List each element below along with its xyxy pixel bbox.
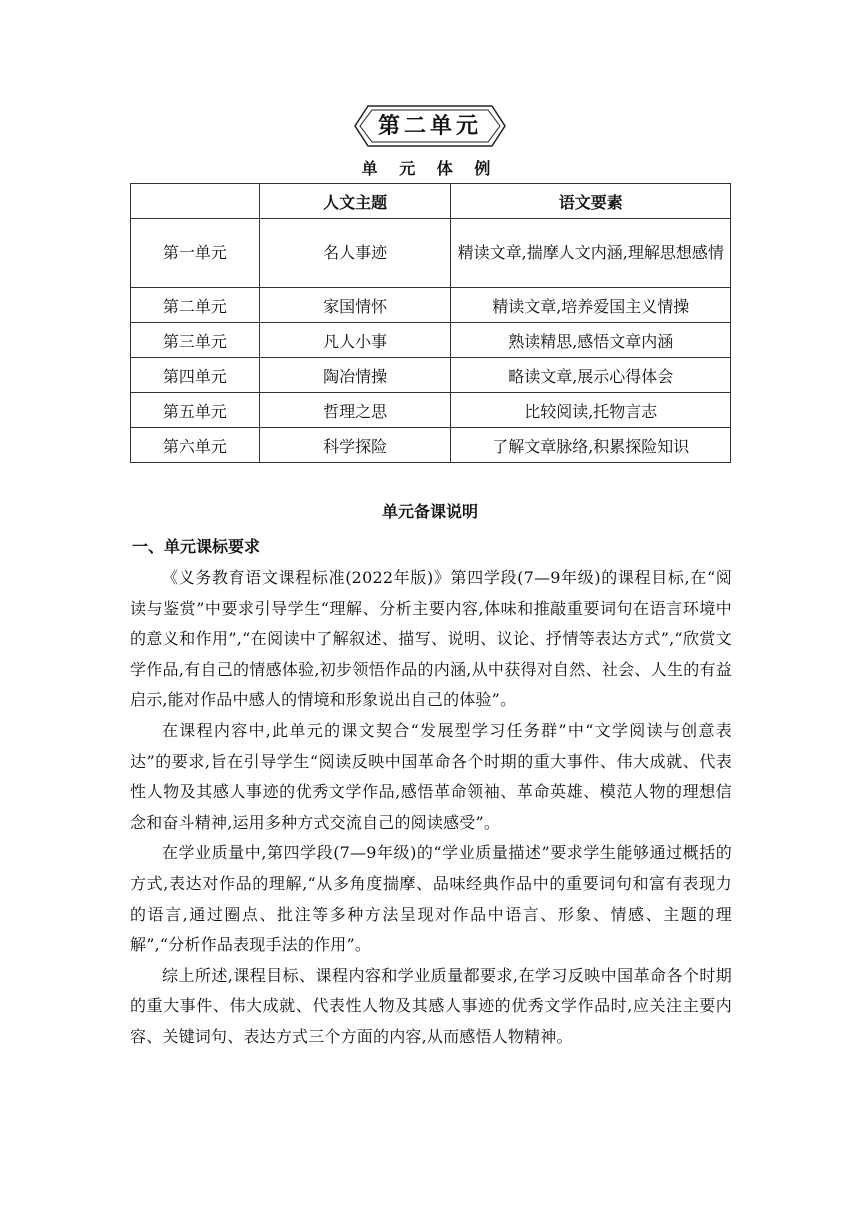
theme-cell: 陶冶情操 (259, 358, 451, 393)
unit-cell: 第二单元 (131, 288, 260, 323)
paragraph: 在学业质量中,第四学段(7—9年级)的“学业质量描述”要求学生能够通过概括的方式,表达对作品的理解,“从多角度揣摩、品味经典作品中的重要词句和富有表现力的语言,通过圈点、批注等多种方法呈现对作品中语言、形象、情感、主题的理解”,“分析作品表现手法的作用”。 (130, 843, 732, 955)
elements-cell: 熟读精思,感悟文章内涵 (451, 323, 731, 358)
header-cell-theme: 人文主题 (259, 184, 451, 219)
section-title: 单元备课说明 (381, 502, 478, 521)
heading-curriculum-requirements: 一、单元课标要求 (132, 537, 261, 556)
theme-cell: 家国情怀 (259, 288, 451, 323)
unit-title-banner (354, 105, 506, 147)
header-cell-empty (131, 184, 260, 219)
paragraph: 在课程内容中,此单元的课文契合“发展型学习任务群”中“文学阅读与创意表达”的要求,旨在引导学生“阅读反映中国革命各个时期的重大事件、伟大成就、代表性人物及其感人事迹的优秀文学作品,感悟革命领袖、革命英雄、模范人物的理想信念和奋斗精神,运用多种方式交流自己的阅读感受”。 (130, 720, 732, 832)
elements-cell: 比较阅读,托物言志 (451, 393, 731, 428)
theme-cell: 哲理之思 (259, 393, 451, 428)
table-row (131, 219, 731, 288)
unit-cell: 第一单元 (131, 219, 260, 288)
elements-cell: 精读文章,揣摩人文内涵,理解思想感情 (451, 219, 731, 288)
body-text (130, 563, 732, 1053)
paragraph: 综上所述,课程目标、课程内容和学业质量都要求,在学习反映中国革命各个时期的重大事件、伟大成就、代表性人物及其感人事迹的优秀文学作品时,应关注主要内容、关键词句、表达方式三个方面的内容,从而感悟人物精神。 (130, 965, 732, 1046)
elements-cell: 精读文章,培养爱国主义情操 (451, 288, 731, 323)
table-subtitle: 单 元 体 例 (361, 159, 499, 178)
unit-cell: 第三单元 (131, 323, 260, 358)
table-row (131, 323, 731, 358)
table-row (131, 358, 731, 393)
elements-cell: 略读文章,展示心得体会 (451, 358, 731, 393)
unit-overview-table (130, 183, 731, 463)
theme-cell: 科学探险 (259, 428, 451, 463)
theme-cell: 凡人小事 (259, 323, 451, 358)
table-header-row (131, 184, 731, 219)
header-cell-elements: 语文要素 (451, 184, 731, 219)
table-row (131, 428, 731, 463)
unit-cell: 第六单元 (131, 428, 260, 463)
unit-cell: 第四单元 (131, 358, 260, 393)
paragraph: 《义务教育语文课程标准(2022年版)》第四学段(7—9年级)的课程目标,在“阅读与鉴赏”中要求引导学生“理解、分析主要内容,体味和推敲重要词句在语言环境中的意义和作用”,“在阅读中了解叙述、描写、说明、议论、抒情等表达方式”,“欣赏文学作品,有自己的情感体验,初步领悟作品的内涵,从中获得对自然、社会、人生的有益启示,能对作品中感人的情境和形象说出自己的体验”。 (130, 568, 732, 710)
unit-cell: 第五单元 (131, 393, 260, 428)
table-row (131, 288, 731, 323)
theme-cell: 名人事迹 (259, 219, 451, 288)
elements-cell: 了解文章脉络,积累探险知识 (451, 428, 731, 463)
unit-title: 第二单元 (377, 113, 482, 139)
table-row (131, 393, 731, 428)
